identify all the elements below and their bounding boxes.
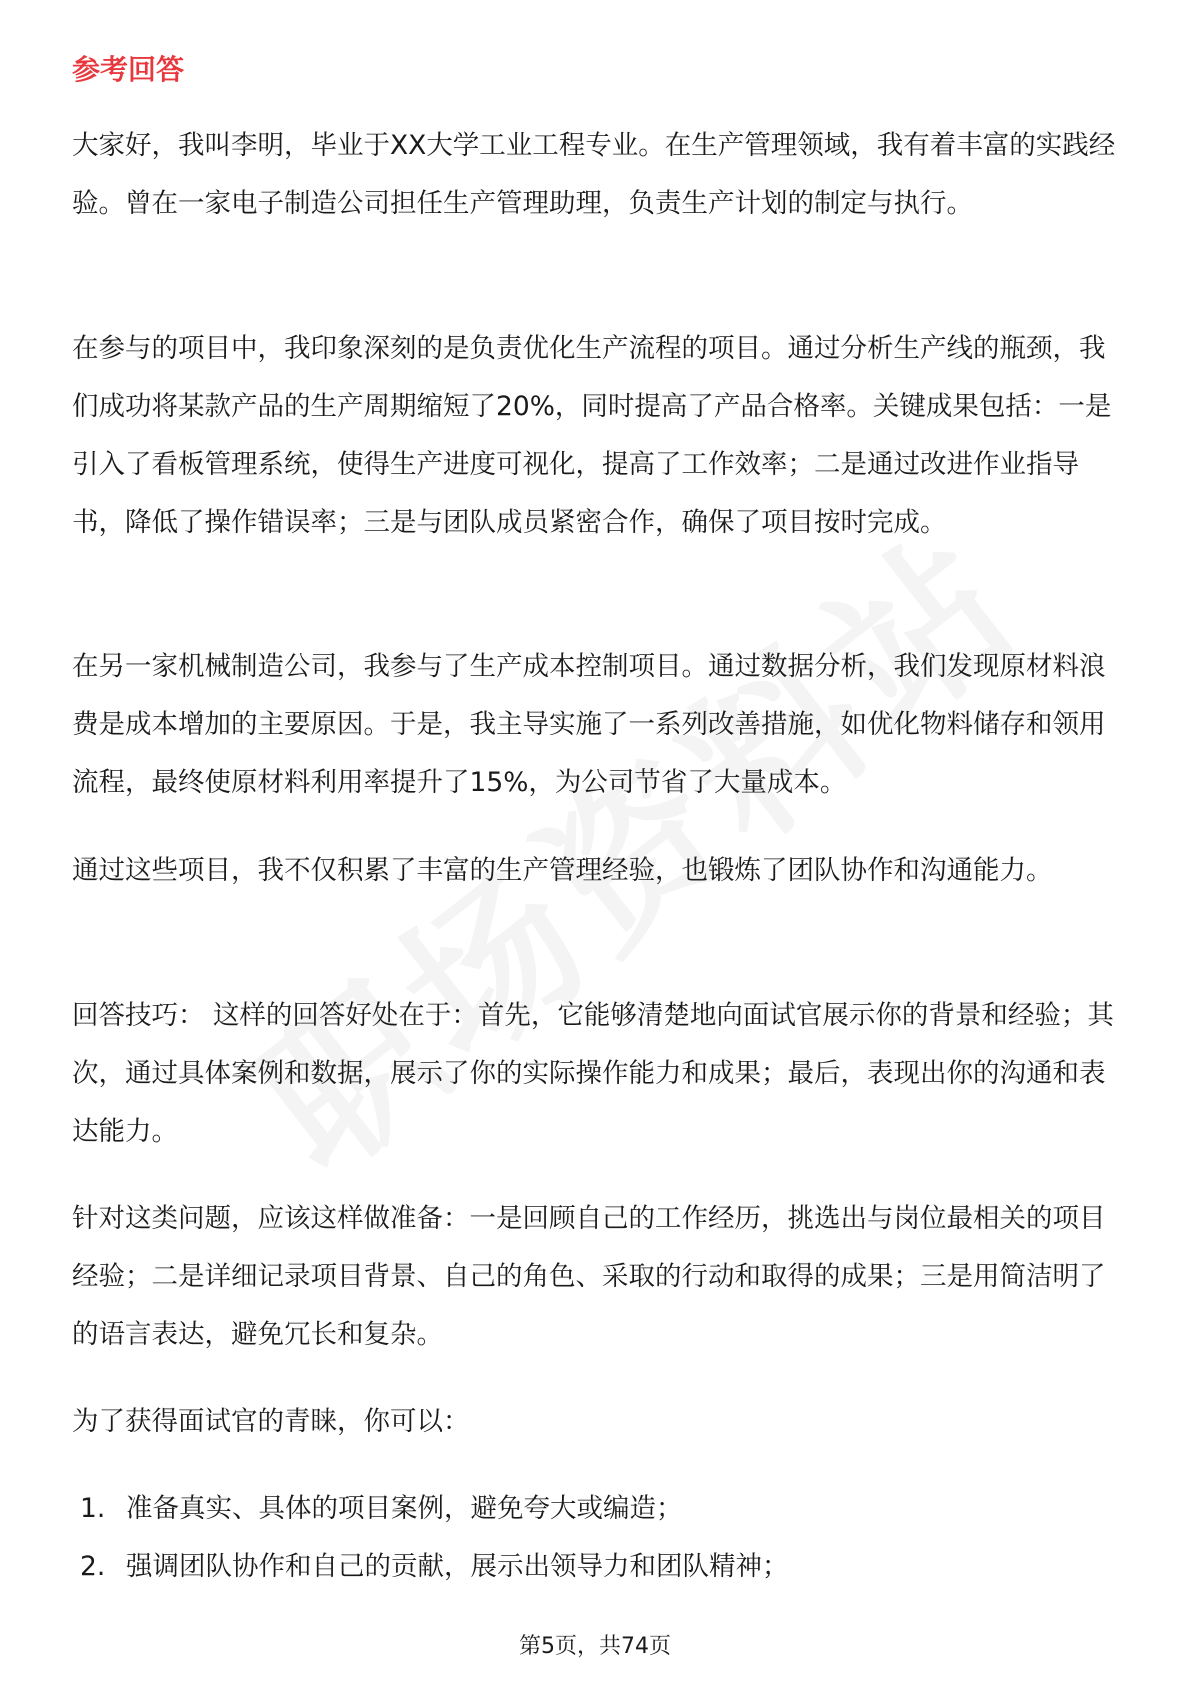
paragraph-preparation: 针对这类问题，应该这样做准备：一是回顾自己的工作经历，挑选出与岗位最相关的项目经验；二是详细记录项目背景、自己的角色、采取的行动和取得的成果；三是用简洁明了的语言表达，避免冗长和复杂。 — [72, 1203, 1106, 1350]
paragraph-project-2: 在另一家机械制造公司，我参与了生产成本控制项目。通过数据分析，我们发现原材料浪费是成本增加的主要原因。于是，我主导实施了一系列改善措施，如优化物料储存和领用流程，最终使原材料利用率提升了15%，为公司节省了大量成本。 — [72, 651, 1106, 798]
paragraph-intro: 大家好，我叫李明，毕业于XX大学工业工程专业。在生产管理领域，我有着丰富的实践经验。曾在一家电子制造公司担任生产管理助理，负责生产计划的制定与执行。 — [72, 130, 1116, 219]
list-item-text: 准备真实、具体的项目案例，避免夸大或编造； — [126, 1493, 683, 1524]
list-item-text: 强调团队协作和自己的贡献，展示出领导力和团队精神； — [126, 1551, 789, 1582]
list-item — [80, 1480, 1120, 1538]
paragraph-summary: 通过这些项目，我不仅积累了丰富的生产管理经验，也锻炼了团队协作和沟通能力。 — [72, 855, 1053, 886]
advice-list — [80, 1480, 1120, 1596]
paragraph-tips: 回答技巧： 这样的回答好处在于：首先，它能够清楚地向面试官展示你的背景和经验；其次，通过具体案例和数据，展示了你的实际操作能力和成果；最后，表现出你的沟通和表达能力。 — [72, 1000, 1114, 1147]
section-heading: 参考回答 — [72, 53, 185, 86]
paragraph-project-1: 在参与的项目中，我印象深刻的是负责优化生产流程的项目。通过分析生产线的瓶颈，我们成功将某款产品的生产周期缩短了20%，同时提高了产品合格率。关键成果包括：一是引入了看板管理系统，使得生产进度可视化，提高了工作效率；二是通过改进作业指导书，降低了操作错误率；三是与团队成员紧密合作，确保了项目按时完成。 — [72, 333, 1112, 538]
list-item-number: 1. — [80, 1493, 106, 1524]
paragraph-list-intro: 为了获得面试官的青睐，你可以： — [72, 1406, 470, 1437]
list-item-number: 2. — [80, 1551, 106, 1582]
list-item — [80, 1538, 1120, 1596]
page-number-footer: 第5页，共74页 — [519, 1634, 671, 1659]
